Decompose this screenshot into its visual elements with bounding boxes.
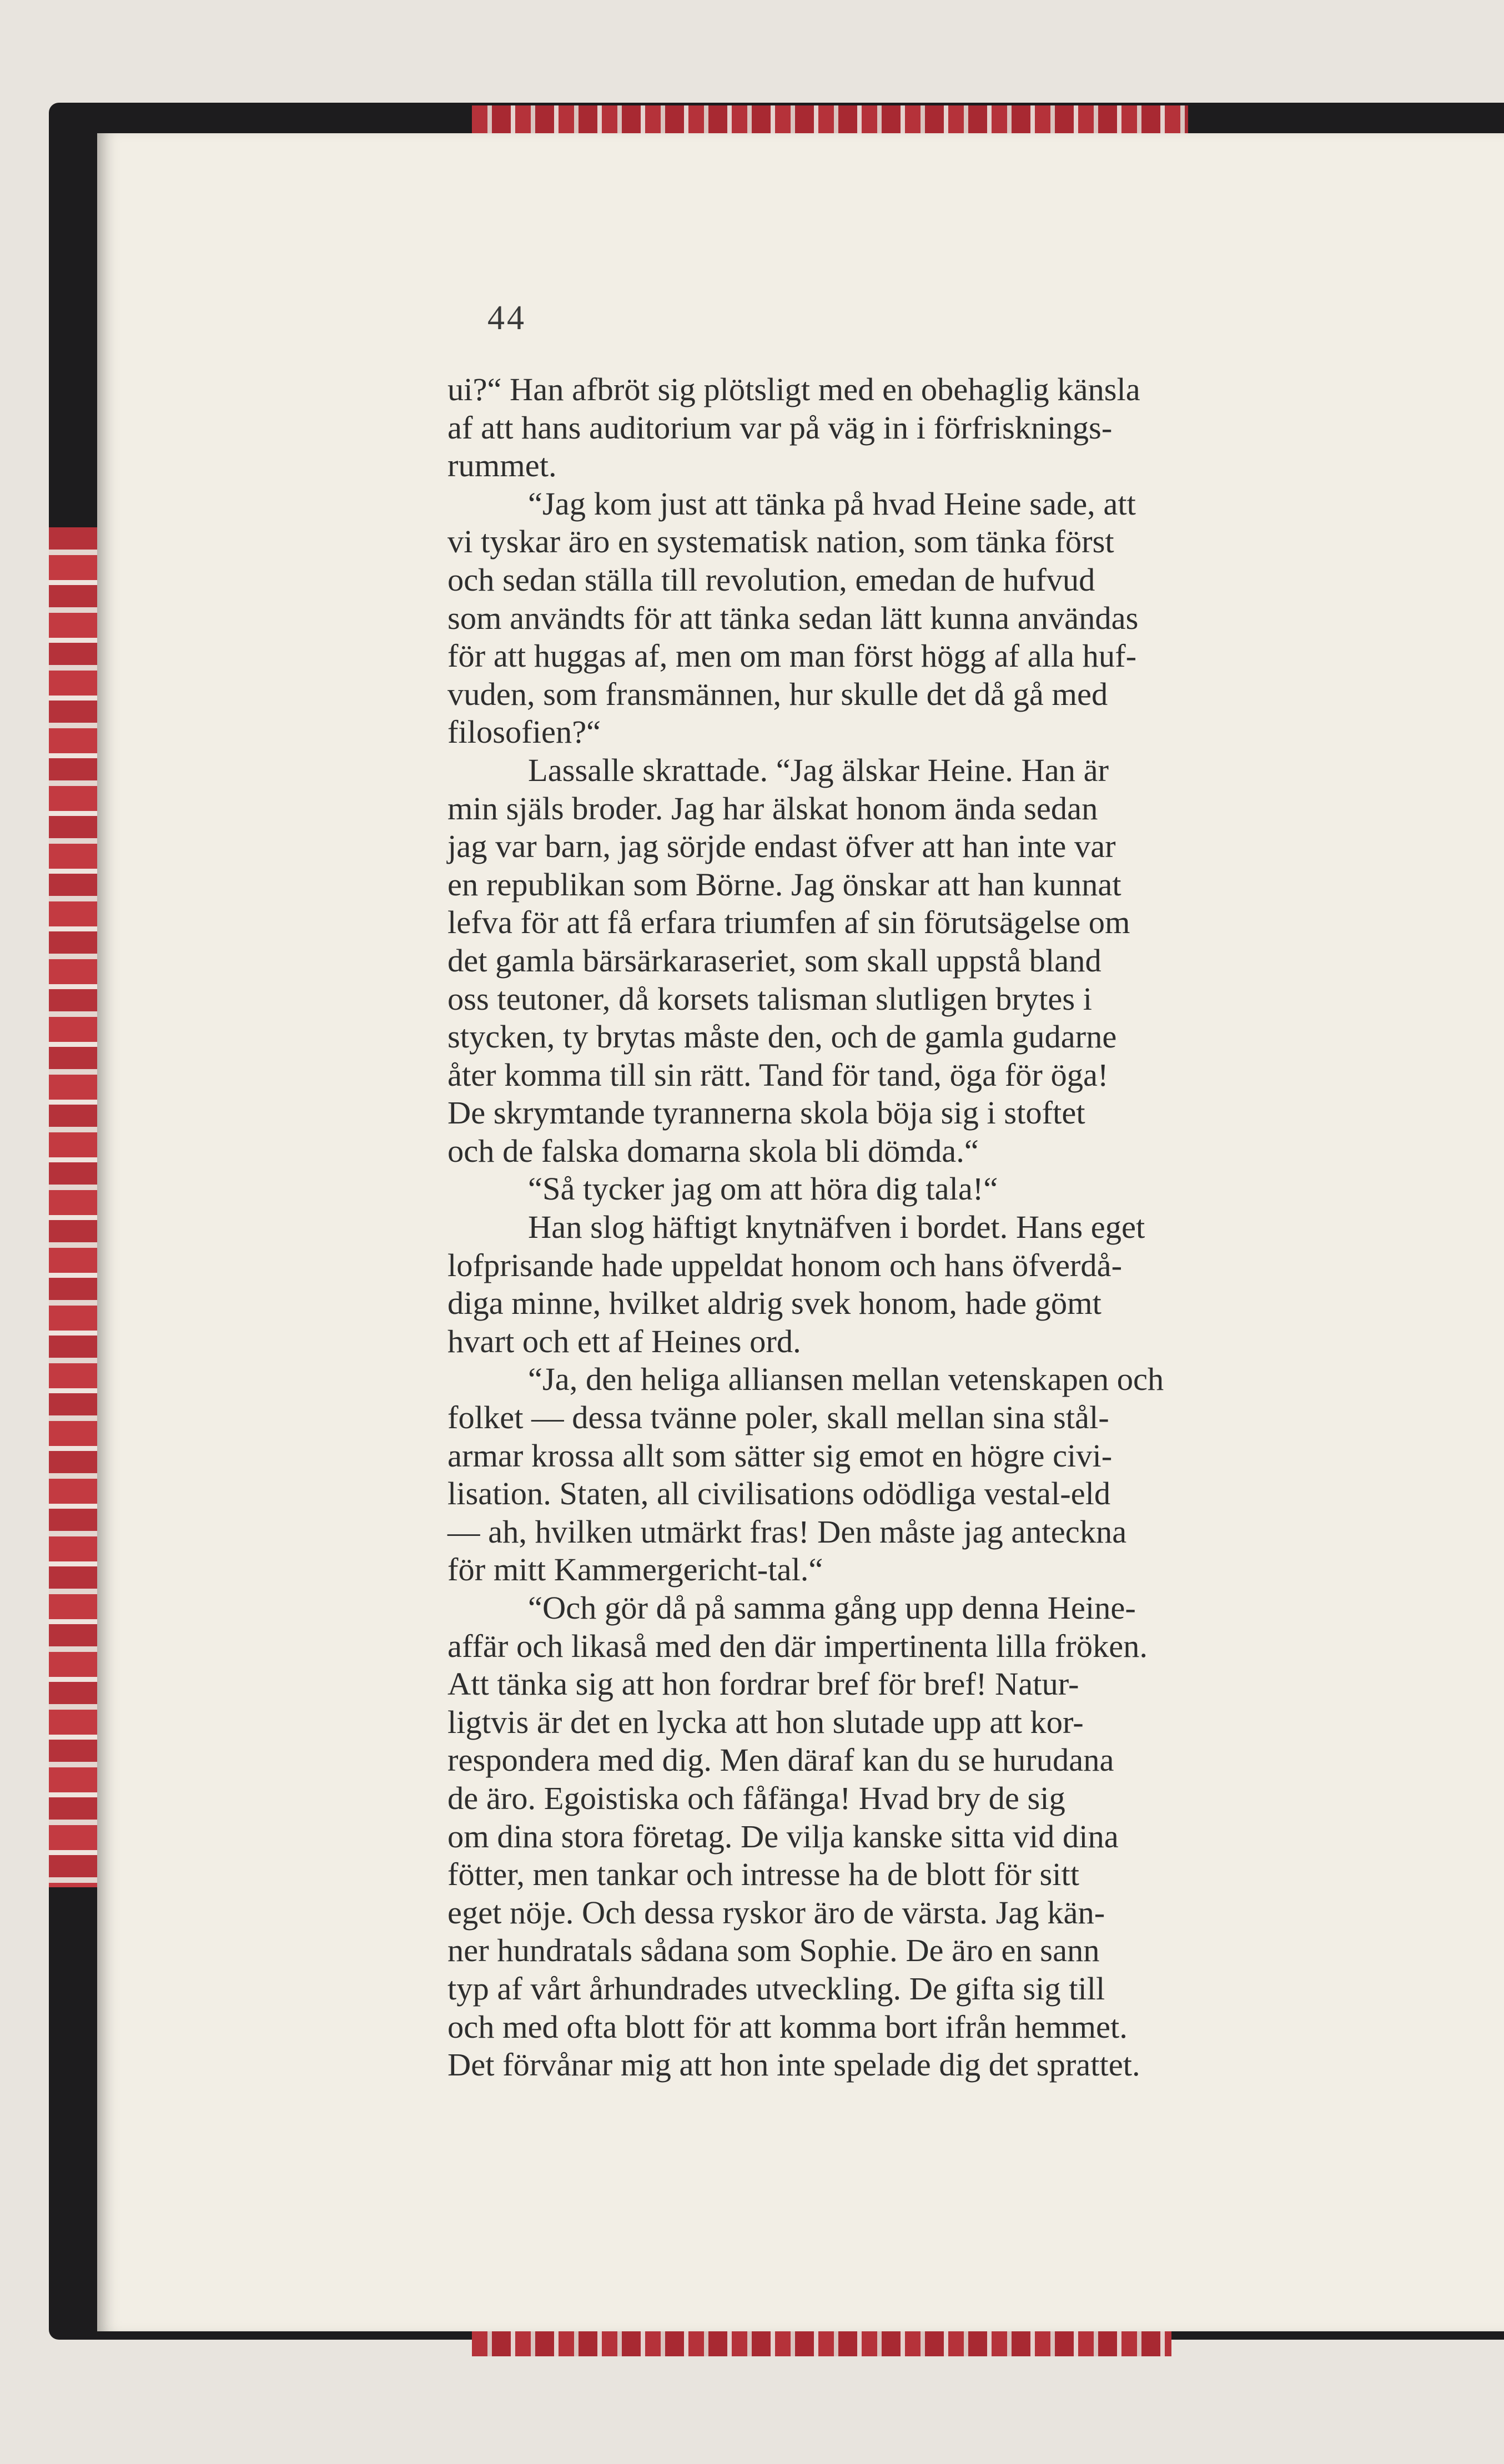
- text-line: folket — dessa tvänne poler, skall mellan sina stål-: [447, 1399, 1109, 1436]
- text-line: min själs broder. Jag har älskat honom ända sedan: [447, 790, 1098, 827]
- text-line: — ah, hvilken utmärkt fras! Den måste jag anteckna: [447, 1513, 1127, 1550]
- text-line: för att huggas af, men om man först högg af alla huf-: [447, 638, 1137, 674]
- text-line: som användts för att tänka sedan lätt kunna användas: [447, 599, 1139, 636]
- text-line: rummet.: [447, 447, 557, 484]
- text-line: “Ja, den heliga alliansen mellan vetenskapen och: [528, 1361, 1164, 1398]
- text-line: lisation. Staten, all civilisations odödliga vestal-eld: [447, 1475, 1111, 1512]
- text-line: Lassalle skrattade. “Jag älskar Heine. Han är: [528, 752, 1109, 788]
- text-line: Det förvånar mig att hon inte spelade dig det sprattet.: [447, 2047, 1140, 2083]
- text-line: filosofien?“: [447, 714, 601, 750]
- text-line: typ af vårt århundrades utveckling. De gifta sig till: [447, 1970, 1105, 2007]
- text-line: och med ofta blott för att komma bort ifrån hemmet.: [447, 2008, 1128, 2045]
- text-line: vuden, som fransmännen, hur skulle det då gå med: [447, 676, 1108, 712]
- text-line: de äro. Egoistiska och fåfänga! Hvad bry de sig: [447, 1780, 1065, 1816]
- page-edge-top: [472, 105, 1188, 133]
- text-line: armar krossa allt som sätter sig emot en högre civi-: [447, 1437, 1113, 1474]
- text-line: stycken, ty brytas måste den, och de gamla gudarne: [447, 1019, 1117, 1055]
- text-line: och sedan ställa till revolution, emedan de hufvud: [447, 561, 1095, 598]
- text-line: för mitt Kammergericht-tal.“: [447, 1551, 823, 1588]
- text-line: Han slog häftigt knytnäfven i bordet. Hans eget: [528, 1209, 1145, 1246]
- text-line: en republikan som Börne. Jag önskar att han kunnat: [447, 866, 1121, 903]
- text-line: oss teutoner, då korsets talisman slutligen brytes i: [447, 980, 1092, 1017]
- text-line: hvart och ett af Heines ord.: [447, 1323, 801, 1359]
- page-number: 44: [487, 299, 526, 337]
- text-line: fötter, men tankar och intresse ha de blott för sitt: [447, 1856, 1080, 1893]
- text-line: om dina stora företag. De vilja kanske sitta vid dina: [447, 1818, 1119, 1855]
- text-line: vi tyskar äro en systematisk nation, som tänka först: [447, 523, 1114, 560]
- text-line: diga minne, hvilket aldrig svek honom, hade gömt: [447, 1285, 1101, 1322]
- text-line: Att tänka sig att hon fordrar bref för bref! Natur-: [447, 1666, 1079, 1702]
- text-line: lefva för att få erfara triumfen af sin förutsägelse om: [447, 904, 1130, 941]
- text-line: och de falska domarna skola bli dömda.“: [447, 1132, 979, 1169]
- text-line: åter komma till sin rätt. Tand för tand, öga för öga!: [447, 1056, 1109, 1093]
- text-line: eget nöje. Och dessa ryskor äro de värsta. Jag kän-: [447, 1894, 1105, 1931]
- page-edge-bottom: [472, 2329, 1171, 2356]
- text-line: “Och gör då på samma gång upp denna Heine-: [528, 1590, 1136, 1626]
- text-line: af att hans auditorium var på väg in i förfrisknings-: [447, 409, 1113, 446]
- text-line: “Jag kom just att tänka på hvad Heine sade, att: [528, 485, 1136, 522]
- text-line: ner hundratals sådana som Sophie. De äro en sann: [447, 1932, 1100, 1969]
- text-line: respondera med dig. Men däraf kan du se hurudana: [447, 1742, 1114, 1778]
- text-line: lofprisande hade uppeldat honom och hans öfverdå-: [447, 1247, 1123, 1283]
- text-line: det gamla bärsärkaraseriet, som skall uppstå bland: [447, 942, 1101, 979]
- text-line: affär och likaså med den där impertinenta lilla fröken.: [447, 1627, 1148, 1664]
- body-text: [447, 371, 1402, 2084]
- text-line: “Så tycker jag om att höra dig tala!“: [528, 1171, 998, 1207]
- text-line: ligtvis är det en lycka att hon slutade upp att kor-: [447, 1704, 1084, 1740]
- text-line: ui?“ Han afbröt sig plötsligt med en obehaglig känsla: [447, 371, 1140, 407]
- text-line: jag var barn, jag sörjde endast öfver att han inte var: [447, 828, 1116, 865]
- text-line: De skrymtande tyrannerna skola böja sig i stoftet: [447, 1095, 1085, 1131]
